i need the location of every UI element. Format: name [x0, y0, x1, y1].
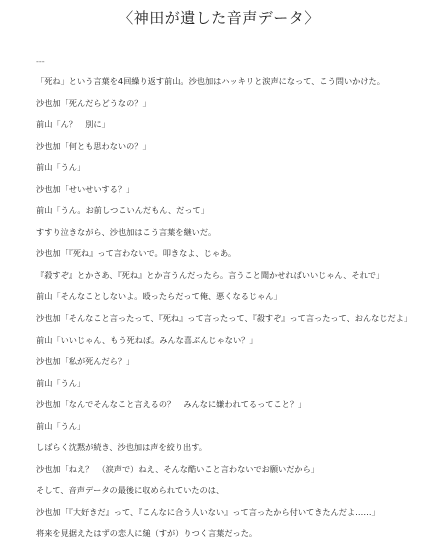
body-line: 前山「うん」 — [36, 377, 86, 388]
document-body — [36, 77, 431, 551]
body-line: 前山「いいじゃん、もう死ねば。みんな喜ぶんじゃない？」 — [36, 334, 258, 345]
document-title: 〈神田が遺した音声データ〉 — [118, 9, 320, 27]
body-line: 前山「ん？ 別に」 — [36, 119, 110, 130]
body-line: 沙也加「なんでそんなこと言えるの？ みんなに嫌われてるってこと？」 — [36, 399, 307, 410]
body-line: しばらく沈黙が続き、沙也加は声を絞り出す。 — [36, 442, 207, 453]
body-line: 「死ね」という言葉を4回繰り返す前山。沙也加はハッキリと涙声になって、こう問いかけた。 — [36, 76, 385, 86]
body-line: 前山「うん」 — [36, 162, 86, 173]
body-line: すすり泣きながら、沙也加はこう言葉を継いだ。 — [36, 226, 217, 237]
body-line: 沙也加「死んだらどうなの？」 — [36, 97, 151, 108]
body-line: 沙也加「何とも思わないの？」 — [36, 140, 151, 151]
body-line: 沙也加「ねえ？ （涙声で）ねえ、そんな酷いこと言わないでお願いだから」 — [36, 463, 319, 474]
body-line: 前山「そんなことしないよ。殴ったらだって俺、悪くなるじゃん」 — [36, 291, 282, 302]
body-line: 将来を見据えたはずの恋人に縋（すが）りつく言葉だった。 — [36, 528, 258, 539]
body-line: 『殺すぞ』とかさあ、『死ね』とか言うんだったら。言うこと聞かせればいいじゃん、それで」 — [36, 269, 385, 280]
body-line: 前山「うん」 — [36, 420, 86, 431]
body-line: 沙也加「せいせいする？」 — [36, 183, 135, 194]
body-line: 沙也加「そんなこと言ったって、『死ね』って言ったって、『殺すぞ』って言ったって、おんなじだよ」 — [36, 313, 413, 324]
separator-text: --- — [36, 57, 45, 66]
body-line: 沙也加「『大好きだ』って、『こんなに合う人いない』って言ったから付いてきたんだよ……」 — [36, 506, 380, 517]
body-line: 沙也加「『死ね』って言わないで。叩きなよ、じゃあ。 — [36, 248, 237, 259]
body-line: そして、音声データの最後に収められていたのは、 — [36, 485, 225, 496]
body-line: 沙也加「私が死んだら？」 — [36, 356, 135, 367]
body-line: 前山「うん。お前しつこいんだもん、だって」 — [36, 205, 209, 216]
